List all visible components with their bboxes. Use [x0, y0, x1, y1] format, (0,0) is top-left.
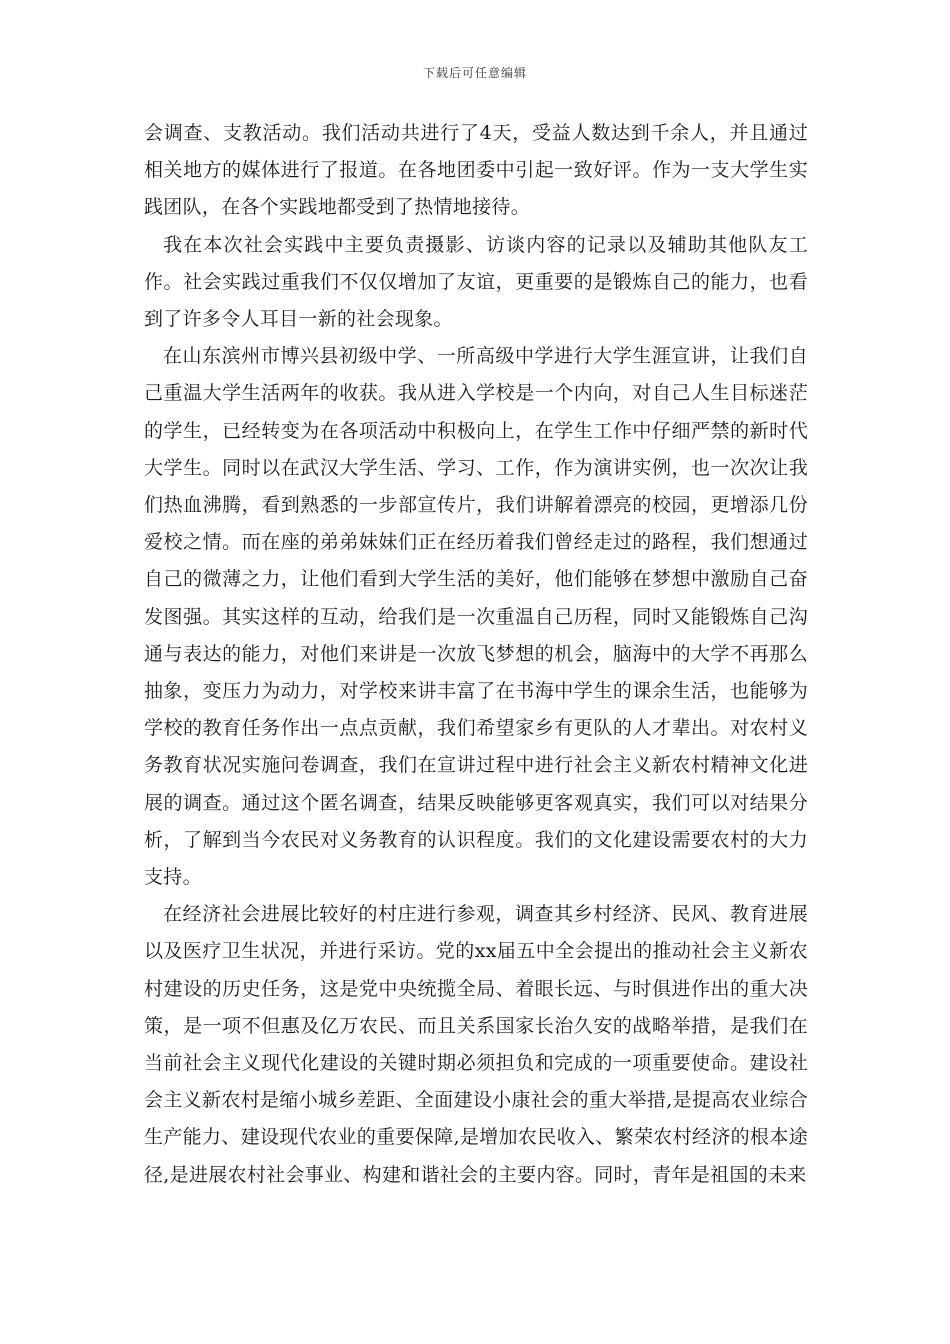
document-body [144, 115, 808, 1194]
paragraph-2: 我在本次社会实践中主要负责摄影、访谈内容的记录以及辅助其他队友工作。社会实践过重我们不仅仅增加了友谊，更重要的是锻炼自己的能力，也看到了许多令人耳目一新的社会现象。 [144, 233, 808, 331]
paragraph-1: 会调查、支教活动。我们活动共进行了4天，受益人数达到千余人，并且通过相关地方的媒体进行了报道。在各地团委中引起一致好评。作为一支大学生实践团队，在各个实践地都受到了热情地接待。 [144, 122, 808, 219]
page-header: 下载后可任意编辑 [422, 66, 527, 80]
paragraph-3: 在山东滨州市博兴县初级中学、一所高级中学进行大学生涯宣讲，让我们自己重温大学生活两年的收获。我从进入学校是一个内向，对自己人生目标迷茫的学生，已经转变为在各项活动中积极向上，在学生工作中仔细严禁的新时代大学生。同时以在武汉大学生活、学习、工作，作为演讲实例，也一次次让我们热血沸腾，看到熟悉的一步部宣传片，我们讲解着漂亮的校园，更增添几份爱校之情。而在座的弟弟妹妹们正在经历着我们曾经走过的路程，我们想通过自己的微薄之力，让他们看到大学生活的美好，他们能够在梦想中激励自己奋发图强。其实这样的互动，给我们是一次重温自己历程，同时又能锻炼自己沟通与表达的能力，对他们来讲是一次放飞梦想的机会，脑海中的大学不再那么抽象，变压力为动力，对学校来讲丰富了在书海中学生的课余生活，也能够为学校的教育任务作出一点点贡献，我们希望家乡有更队的人才辈出。对农村义务教育状况实施问卷调查，我们在宣讲过程中进行社会主义新农村精神文化进展的调查。通过这个匿名调查，结果反映能够更客观真实，我们可以对结果分析，了解到当今农民对义务教育的认识程度。我们的文化建设需要农村的大力支持。 [144, 345, 808, 889]
paragraph-4: 在经济社会进展比较好的村庄进行参观，调查其乡村经济、民风、教育进展以及医疗卫生状况，并进行采访。党的xx届五中全会提出的推动社会主义新农村建设的历史任务，这是党中央统揽全局、着眼长远、与时俱进作出的重大决策，是一项不但惠及亿万农民、而且关系国家长治久安的战略举措，是我们在当前社会主义现代化建设的关键时期必须担负和完成的一项重要使命。建设社会主义新农村是缩小城乡差距、全面建设小康社会的重大举措,是提高农业综合生产能力、建设现代农业的重要保障,是增加农民收入、繁荣农村经济的根本途径,是进展农村社会事业、构建和谐社会的主要内容。同时，青年是祖国的未来 [144, 903, 808, 1186]
